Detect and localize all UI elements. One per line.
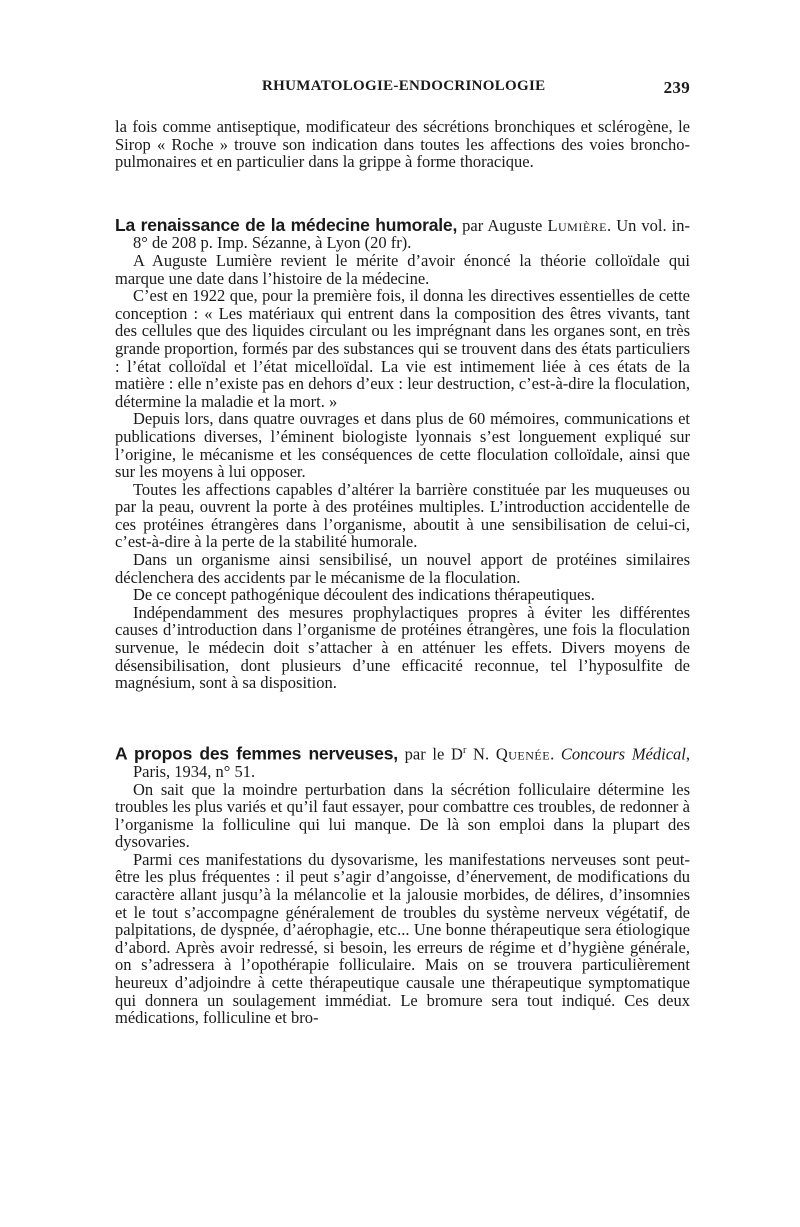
review-paragraph: C’est en 1922 que, pour la première fois, il donna les directives essentielles de cette conception : « Les matériaux qui entrent dans la composition des êtres vivants, tant des cellules que des liquides circulant ou les imprégnant dans les organes sont, en très grande proportion, formés par des substances qui se trouvent dans des états particuliers : l’état colloïdal et l’état micelloïdal. La vie est intimement liée à ces états de la matière : elle n’existe pas en dehors d’eux : leur destruction, c’est-à-dire la floculation, détermine la maladie et la mort. » [115, 286, 690, 411]
review-author: Quenée [495, 744, 551, 764]
review-by: par Auguste [457, 215, 548, 235]
running-head-title: RHUMATOLOGIE-ENDOCRINOLOGIE [262, 78, 546, 94]
page-number: 239 [663, 78, 690, 97]
review-paragraph: De ce concept pathogénique découlent des indications thérapeutiques. [133, 585, 595, 605]
review-author-initial: N. [466, 744, 496, 764]
review-paragraph: Dans un organisme ainsi sensibilisé, un nouvel apport de protéines similaires déclenchera des accidents par le mécanisme de la floculation. [115, 550, 690, 587]
review-heading [115, 214, 690, 253]
review-paragraph: Parmi ces manifestations du dysovarisme, les manifestations nerveuses sont peut-être les plus fréquentes : il peut s’agir d’angoisse, d’énervement, de modifications du caractère allant jusqu’à la mélancolie et la jalousie morbides, de délires, d’insomnies et le tout s’accompagne généralement de troubles du système nerveux végétatif, de palpitations, de dyspnée, d’aérophagie, etc... Une bonne thérapeutique sera étiologique d’abord. Après avoir redressé, si besoin, les erreurs de régime et d’hygiène générale, on s’adressera à l’opothérapie folliculaire. Mais on se trouvera particulièrement heureux d’adjoindre à cette thérapeutique causale une thérapeutique symptomatique qui donnera un soulagement immédiat. Le bromure sera tout indiqué. Ces deux médications, folliculine et bro- [115, 849, 690, 1028]
review-title: La renaissance de la médecine humorale, [115, 214, 458, 235]
review-author: Lumière [547, 215, 608, 235]
review-journal: Concours Médical [560, 744, 686, 764]
review-paragraph: On sait que la moindre perturbation dans la sécrétion folliculaire détermine les troubles les plus variés et qu’il faut essayer, pour combattre ces troubles, de redonner à l’organisme la folliculine qui lui manque. De là son emploi dans la plupart des dysovaries. [115, 779, 690, 852]
review-separator: . [550, 744, 561, 764]
review-paragraph: Toutes les affections capables d’altérer la barrière constituée par les muqueuses ou par la peau, ouvrent la porte à des protéines multiples. L’introduction accidentelle de ces protéines étrangères dans l’organisme, aboutit à une sensibilisation de celui-ci, c’est-à-dire à la perte de la stabilité humorale. [115, 479, 690, 552]
review-humoral-medicine [115, 214, 690, 693]
review-paragraph: Depuis lors, dans quatre ouvrages et dans plus de 60 mémoires, communications et publications diverses, l’éminent biologiste lyonnais s’est longuement expliqué sur l’origine, le mécanisme et les conséquences de cette floculation colloïdale, ainsi que sur les moyens à lui opposer. [115, 409, 690, 482]
review-paragraph: A Auguste Lumière revient le mérite d’avoir énoncé la théorie colloïdale qui marque une date dans l’histoire de la médecine. [115, 250, 690, 288]
review-title: A propos des femmes nerveuses, [115, 743, 398, 764]
review-nervous-women [115, 742, 690, 1027]
review-by: par le D [397, 744, 463, 764]
body-text [115, 118, 690, 1027]
review-paragraph: Indépendamment des mesures prophylactiques propres à éviter les différentes causes d’introduction dans l’organisme de protéines étrangères, une fois la floculation survenue, le médecin doit s’attacher à en atténuer les effets. Divers moyens de désensibilisation, dont plusieurs d’une efficacité reconnue, tel l’hyposulfite de magnésium, sont à sa disposition. [115, 602, 690, 693]
review-by-superscript: r [462, 744, 467, 756]
review-heading [115, 742, 690, 781]
review-details: . Un vol. in-8° de 208 p. Imp. Sézanne, à Lyon (20 fr). [133, 215, 690, 253]
intro-paragraph: la fois comme antiseptique, modificateur des sécrétions bronchiques et sclérogène, le Sirop « Roche » trouve son indication dans toutes les affections des voies broncho-pulmonaires et en particulier dans la grippe à forme thoracique. [115, 117, 690, 172]
review-details: , Paris, 1934, n° 51. [133, 744, 691, 781]
